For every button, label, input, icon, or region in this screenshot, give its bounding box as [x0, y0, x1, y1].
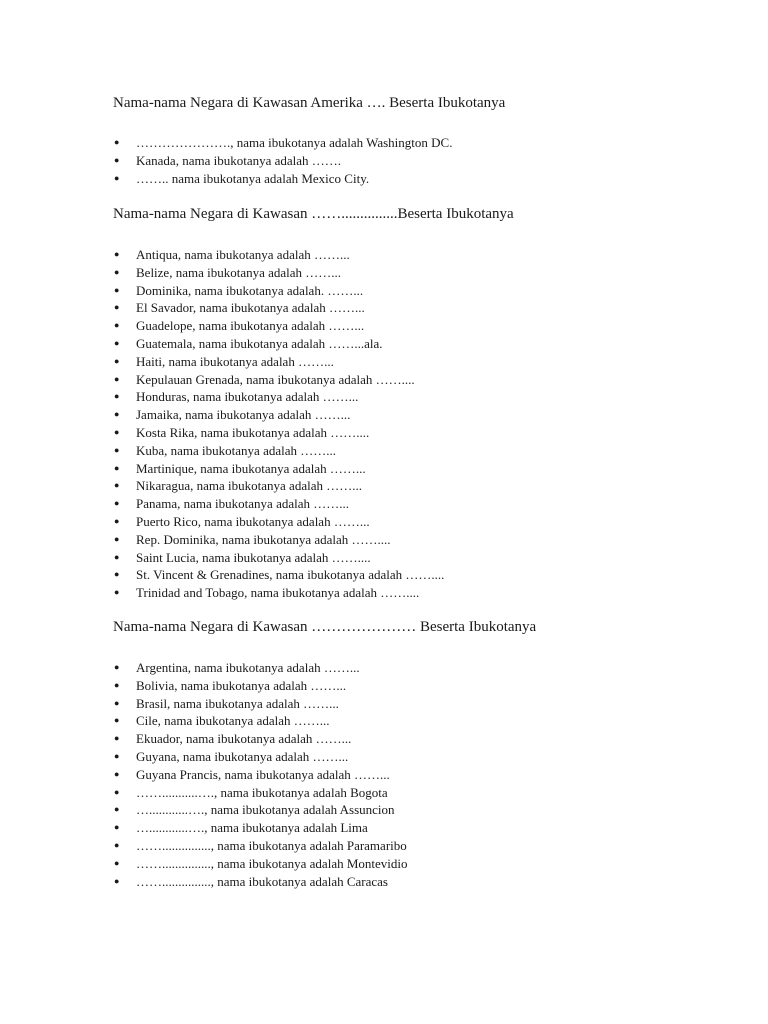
bullet-icon: ● [114, 679, 120, 690]
bullet-icon: ● [114, 768, 120, 779]
list-item: ● …............…., nama ibukotanya adalah Assuncion [114, 802, 395, 818]
list-item: ● Antiqua, nama ibukotanya adalah ……... [114, 247, 350, 262]
list-item: ● Kosta Rika, nama ibukotanya adalah …….... [114, 424, 370, 440]
bullet-icon: ● [114, 355, 120, 366]
bullet-icon: ● [114, 715, 120, 726]
list-item: ● Bolivia, nama ibukotanya adalah ……... [114, 677, 347, 693]
bullet-icon: ● [114, 480, 120, 491]
country-list [113, 246, 713, 602]
list-item: ● Brasil, nama ibukotanya adalah ……... [114, 695, 339, 711]
bullet-icon: ● [114, 533, 120, 544]
list-item: ● …………………., nama ibukotanya adalah Washington DC. [114, 135, 453, 150]
list-item: ● Kuba, nama ibukotanya adalah ……... [114, 442, 336, 458]
list-item: ● ……...........…., nama ibukotanya adalah Bogota [114, 784, 388, 800]
list-item: ● ……..............., nama ibukotanya adalah Montevidio [114, 855, 408, 871]
bullet-icon: ● [114, 733, 120, 744]
bullet-icon: ● [114, 462, 120, 473]
bullet-icon: ● [114, 551, 120, 562]
bullet-icon: ● [114, 172, 120, 183]
list-item: ● Guatemala, nama ibukotanya adalah ……...ala. [114, 335, 383, 351]
bullet-icon: ● [114, 284, 120, 295]
list-item: ● St. Vincent & Grenadines, nama ibukotanya adalah …….... [114, 567, 445, 583]
list-item: ● Kepulauan Grenada, nama ibukotanya adalah …….... [114, 371, 415, 387]
section-amerika-utara [113, 94, 713, 187]
section-amerika-selatan [113, 618, 713, 890]
list-item: ● Argentina, nama ibukotanya adalah ……... [114, 660, 360, 675]
list-item: ● Trinidad and Tobago, nama ibukotanya adalah …….... [114, 585, 420, 601]
section-title: Nama-nama Negara di Kawasan ……...............Beserta Ibukotanya [113, 206, 514, 222]
list-item: ● …….. nama ibukotanya adalah Mexico City. [114, 170, 370, 186]
bullet-icon: ● [114, 320, 120, 331]
bullet-icon: ● [114, 587, 120, 598]
bullet-icon: ● [114, 249, 120, 259]
bullet-icon: ● [114, 662, 120, 672]
bullet-icon: ● [114, 786, 120, 797]
bullet-icon: ● [114, 822, 120, 833]
bullet-icon: ● [114, 697, 120, 708]
bullet-icon: ● [114, 750, 120, 761]
bullet-icon: ● [114, 804, 120, 815]
list-item: ● Martinique, nama ibukotanya adalah ……... [114, 460, 366, 476]
bullet-icon: ● [114, 266, 120, 277]
list-item: ● Jamaika, nama ibukotanya adalah ……... [114, 407, 351, 423]
list-item: ● Nikaragua, nama ibukotanya adalah ……... [114, 478, 362, 494]
country-list [113, 134, 713, 187]
list-item: ● ……..............., nama ibukotanya adalah Caracas [114, 873, 388, 889]
country-list [113, 659, 713, 890]
section-title: Nama-nama Negara di Kawasan ………………… Beserta Ibukotanya [113, 619, 537, 635]
list-item: ● Dominika, nama ibukotanya adalah. ……... [114, 282, 364, 298]
bullet-icon: ● [114, 409, 120, 420]
list-item: ● …............…., nama ibukotanya adalah Lima [114, 820, 368, 836]
list-item: ● El Savador, nama ibukotanya adalah ……... [114, 300, 365, 316]
list-item: ● Guadelope, nama ibukotanya adalah ……... [114, 318, 365, 334]
bullet-icon: ● [114, 337, 120, 348]
list-item: ● Panama, nama ibukotanya adalah ……... [114, 496, 349, 512]
bullet-icon: ● [114, 426, 120, 437]
list-item: ● Guyana, nama ibukotanya adalah ……... [114, 748, 349, 764]
bullet-icon: ● [114, 302, 120, 313]
bullet-icon: ● [114, 498, 120, 509]
bullet-icon: ● [114, 154, 120, 165]
section-amerika-tengah [113, 205, 713, 602]
bullet-icon: ● [114, 391, 120, 402]
bullet-icon: ● [114, 137, 120, 147]
list-item: ● Guyana Prancis, nama ibukotanya adalah ……... [114, 766, 390, 782]
list-item: ● Cile, nama ibukotanya adalah ……... [114, 713, 330, 729]
list-item: ● Honduras, nama ibukotanya adalah ……... [114, 389, 359, 405]
bullet-icon: ● [114, 839, 120, 850]
list-item: ● Kanada, nama ibukotanya adalah ……. [114, 152, 342, 168]
bullet-icon: ● [114, 444, 120, 455]
bullet-icon: ● [114, 875, 120, 886]
list-item: ● Belize, nama ibukotanya adalah ……... [114, 264, 342, 280]
list-item: ● Saint Lucia, nama ibukotanya adalah …….... [114, 549, 371, 565]
list-item: ● Rep. Dominika, nama ibukotanya adalah …….... [114, 531, 391, 547]
bullet-icon: ● [114, 515, 120, 526]
bullet-icon: ● [114, 569, 120, 580]
list-item: ● Puerto Rico, nama ibukotanya adalah ……... [114, 513, 370, 529]
list-item: ● ……..............., nama ibukotanya adalah Paramaribo [114, 837, 407, 853]
section-title: Nama-nama Negara di Kawasan Amerika …. Beserta Ibukotanya [113, 95, 506, 111]
list-item: ● Haiti, nama ibukotanya adalah ……... [114, 353, 334, 369]
bullet-icon: ● [114, 857, 120, 868]
bullet-icon: ● [114, 373, 120, 384]
list-item: ● Ekuador, nama ibukotanya adalah ……... [114, 731, 352, 747]
